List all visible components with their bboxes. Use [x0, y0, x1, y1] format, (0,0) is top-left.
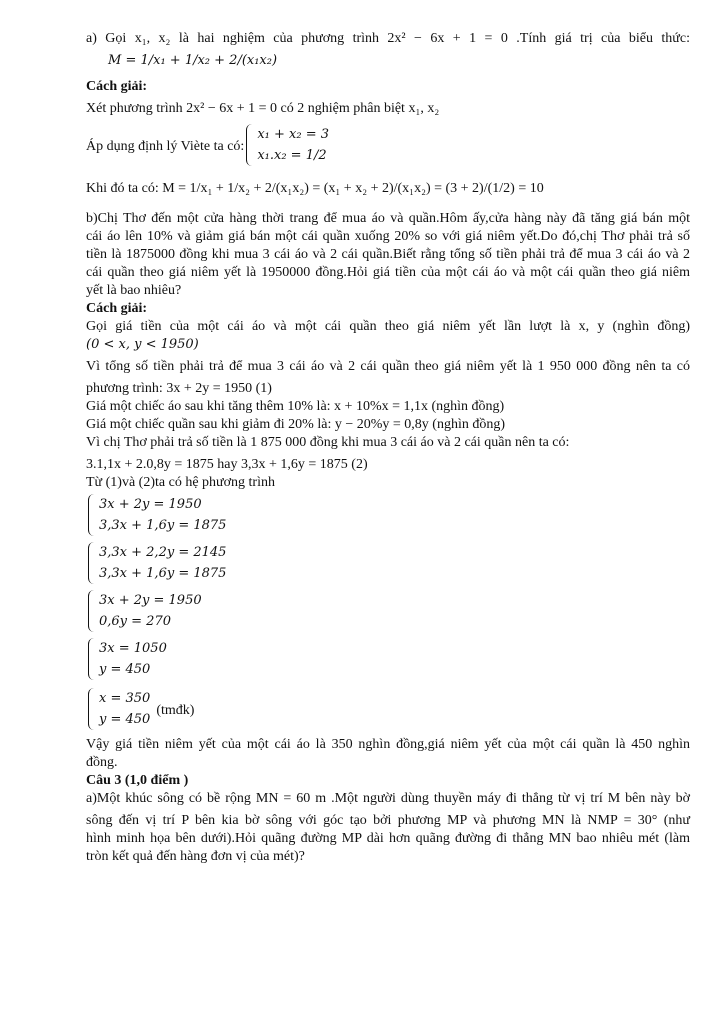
left-brace-icon: [88, 590, 95, 632]
system-1-line-2: 3,3x + 1,6y = 1875: [99, 518, 227, 533]
system-4-line-2: y = 450: [99, 662, 151, 677]
equation-system-5: [88, 688, 150, 730]
viete-label: Áp dụng định lý Viète ta có:: [86, 139, 245, 154]
left-brace-icon: [88, 688, 95, 730]
part-b-step-3: Giá một chiếc áo sau khi tăng thêm 10% là: x + 10%x = 1,1x (nghìn đồng): [86, 399, 505, 414]
part-b-step-7: Từ (1)và (2)ta có hệ phương trình: [86, 475, 275, 490]
left-brace-icon: [88, 542, 95, 584]
part-b-question-line-4: cái quần theo giá niêm yết là 1950000 đồng.Hỏi giá tiền của một cái áo và một cái quần theo giá niêm: [86, 265, 690, 280]
system-5-line-2: y = 450: [99, 712, 151, 727]
viete-system: [246, 124, 329, 166]
part-b-step-1-line-2: (0 < x, y < 1950): [86, 337, 199, 352]
system-3-line-1: 3x + 2y = 1950: [99, 593, 202, 608]
question-3-title: Câu 3 (1,0 điểm ): [86, 773, 189, 788]
left-brace-icon: [88, 638, 95, 680]
part-a-result: Khi đó ta có: M = 1/x₁ + 1/x₂ + 2/(x₁x₂) = (x₁ + x₂ + 2)/(x₁x₂) = (3 + 2)/(1/2) = 10: [86, 181, 544, 196]
part-b-question-line-1: b)Chị Thơ đến một cửa hàng thời trang để mua áo và quần.Hôm ấy,cửa hàng này đã tăng giá bán một: [86, 211, 690, 226]
system-4-line-1: 3x = 1050: [99, 641, 167, 656]
system-2-line-2: 3,3x + 1,6y = 1875: [99, 566, 227, 581]
part-b-step-2-line-2: phương trình: 3x + 2y = 1950 (1): [86, 381, 272, 396]
part-a-expression: M = 1/x₁ + 1/x₂ + 2/(x₁x₂): [108, 53, 278, 68]
equation-system-2: [88, 542, 690, 584]
question-3-line-4: tròn kết quả đến hàng đơn vị của mét)?: [86, 849, 305, 864]
part-b-step-1-line-1: Gọi giá tiền của một cái áo và một cái quần theo giá niêm yết lần lượt là x, y (nghìn đồng): [86, 319, 690, 334]
left-brace-icon: [246, 124, 253, 166]
part-b-question-line-2: cái áo lên 10% và giảm giá bán một cái quần xuống 20% so với giá niêm yết.Do đó,chị Thơ phải trả số: [86, 229, 690, 244]
part-b-step-6: 3.1,1x + 2.0,8y = 1875 hay 3,3x + 1,6y = 1875 (2): [86, 457, 368, 472]
left-brace-icon: [88, 494, 95, 536]
part-b-step-5: Vì chị Thơ phải trả số tiền là 1 875 000 đồng khi mua 3 cái áo và 2 cái quần nên ta có:: [86, 435, 570, 450]
condition-note: (tmđk): [156, 703, 195, 718]
part-a-solution-title: Cách giải:: [86, 79, 148, 94]
document-page: [86, 30, 690, 866]
question-3-line-1: a)Một khúc sông có bề rộng MN = 60 m .Một người dùng thuyền máy đi thẳng từ vị trí M bên này bờ: [86, 791, 690, 806]
part-b-answer-line-2: đồng.: [86, 755, 118, 770]
system-3-line-2: 0,6y = 270: [99, 614, 171, 629]
system-5-line-1: x = 350: [99, 691, 151, 706]
viete-block: [86, 122, 690, 172]
equation-system-3: [88, 590, 690, 632]
question-3-line-2: sông đến vị trí P bên kia bờ sông với góc tạo bởi phương MP và phương MN là NMP = 30° (như: [86, 813, 690, 828]
equation-system-1: [88, 494, 690, 536]
question-3-line-3: hình minh họa bên dưới).Hỏi quãng đường MP dài hơn quãng đường đi thẳng MN bao nhiêu mét (làm: [86, 831, 690, 846]
system-1-line-1: 3x + 2y = 1950: [99, 497, 202, 512]
part-b-answer-line-1: Vậy giá tiền niêm yết của một cái áo là 350 nghìn đồng,giá niêm yết của một cái quần là 450 nghìn: [86, 737, 690, 752]
part-b-solution-title: Cách giải:: [86, 301, 148, 316]
system-2-line-1: 3,3x + 2,2y = 2145: [99, 545, 227, 560]
equation-system-4: [88, 638, 690, 680]
part-b-step-2-line-1: Vì tổng số tiền phải trả để mua 3 cái áo và 2 cái quần theo giá niêm yết là 1 950 000 đồng nên ta có: [86, 359, 690, 374]
viete-line-1: x₁ + x₂ = 3: [257, 127, 329, 142]
viete-line-2: x₁.x₂ = 1/2: [257, 148, 327, 163]
part-b-question-line-3: tiền là 1875000 đồng khi mua 3 cái áo và 2 cái quần.Biết rằng tổng số tiền phải trả để mua 3 cái áo và 2: [86, 247, 690, 262]
part-a-line1: Xét phương trình 2x² − 6x + 1 = 0 có 2 nghiệm phân biệt x₁, x₂: [86, 101, 440, 116]
final-system-block: [86, 686, 690, 736]
part-b-question-line-5: yết là bao nhiêu?: [86, 283, 182, 298]
part-a-question: a) Gọi x₁, x₂ là hai nghiệm của phương trình 2x² − 6x + 1 = 0 .Tính giá trị của biểu thức:: [86, 31, 690, 46]
part-b-step-4: Giá một chiếc quần sau khi giảm đi 20% là: y − 20%y = 0,8y (nghìn đồng): [86, 417, 505, 432]
